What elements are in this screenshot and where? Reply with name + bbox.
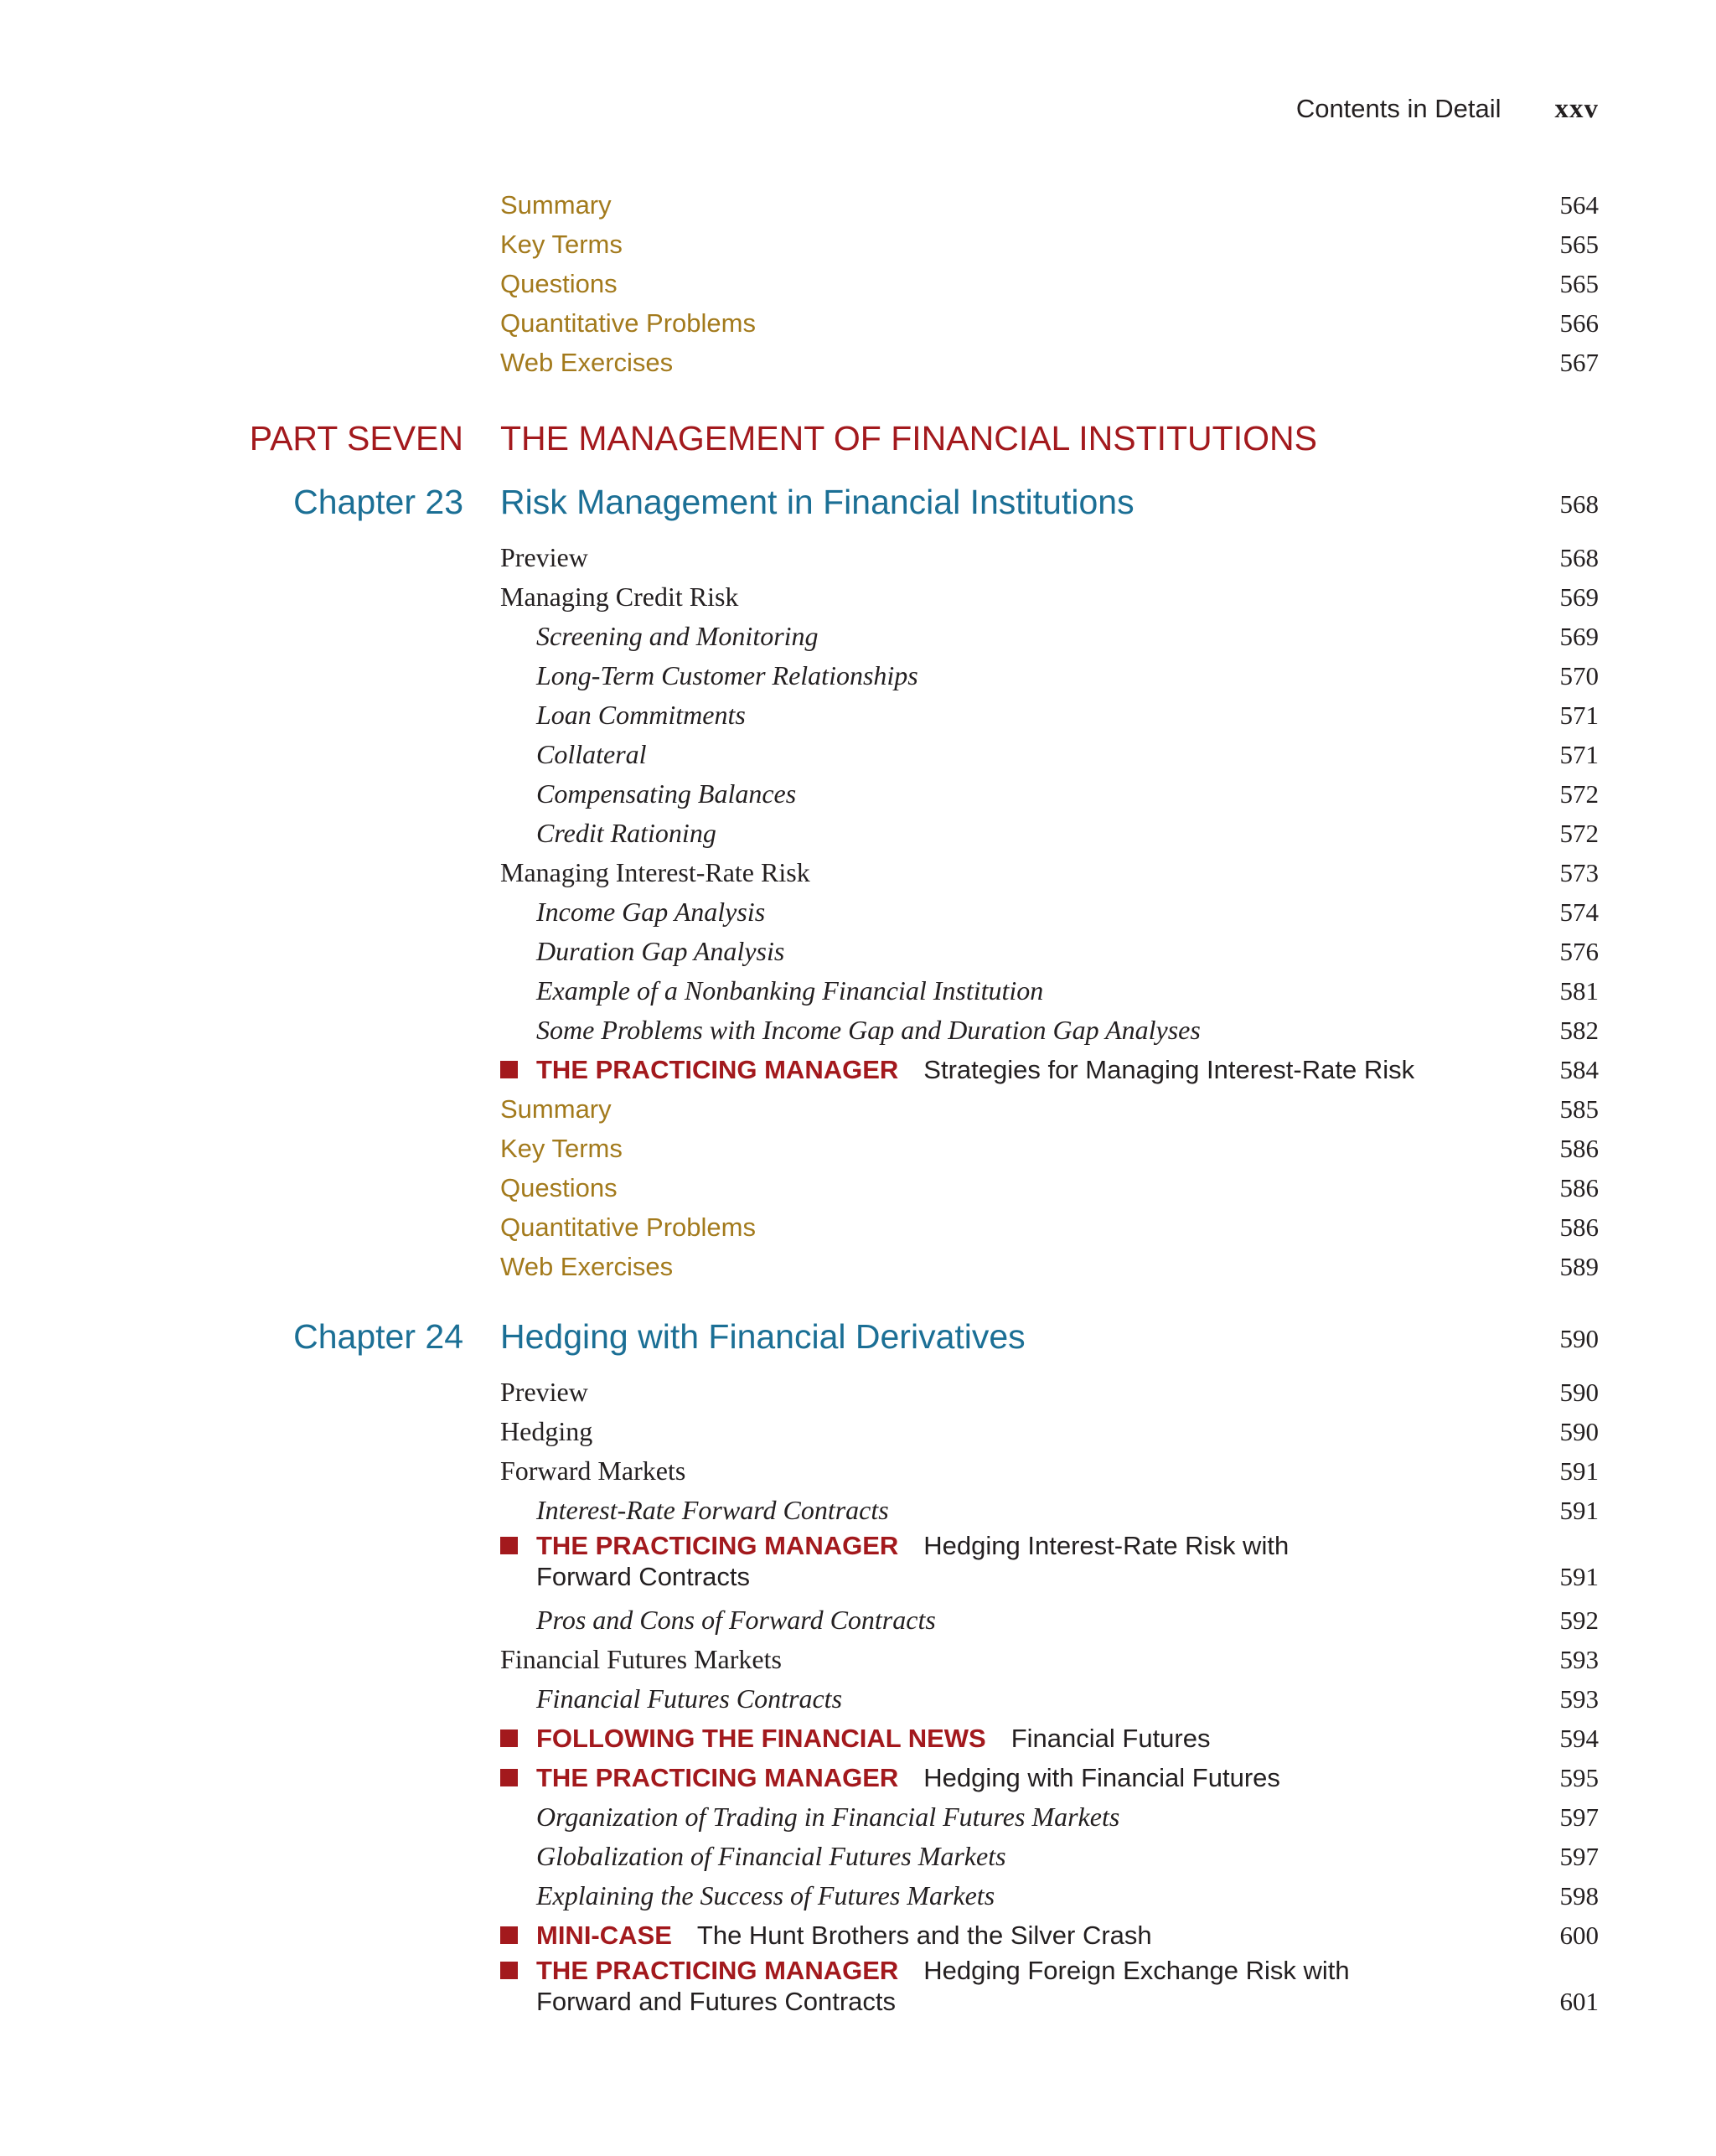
toc-entry[interactable] xyxy=(0,1837,1716,1876)
entry-title: Collateral xyxy=(536,739,647,769)
entry-title: Example of a Nonbanking Financial Institution xyxy=(536,975,1044,1006)
entry-title: Summary xyxy=(500,190,612,220)
entry-title: Managing Interest-Rate Risk xyxy=(500,857,810,887)
entry-page: 591 xyxy=(1559,1496,1599,1525)
entry-title: Summary xyxy=(500,1094,612,1124)
entry-title: Preview xyxy=(500,542,588,572)
part-label: PART SEVEN xyxy=(249,419,463,458)
feature-label: THE PRACTICING MANAGER xyxy=(536,1531,899,1560)
toc-entry[interactable] xyxy=(0,814,1716,853)
entry-page: 601 xyxy=(1559,1987,1599,2016)
part-heading xyxy=(0,419,1716,478)
toc-entry[interactable] xyxy=(0,538,1716,577)
toc-entry[interactable] xyxy=(0,303,1716,343)
running-head-title: Contents in Detail xyxy=(1295,94,1502,123)
feature-label: FOLLOWING THE FINANCIAL NEWS xyxy=(536,1724,986,1753)
entry-title: Forward Markets xyxy=(500,1455,686,1486)
entry-title: Some Problems with Income Gap and Duration Gap Analyses xyxy=(536,1015,1201,1045)
toc-entry[interactable] xyxy=(0,343,1716,382)
toc-entry[interactable] xyxy=(0,932,1716,971)
entry-page: 594 xyxy=(1559,1724,1599,1753)
entry-page: 569 xyxy=(1559,622,1599,651)
entry-title: Key Terms xyxy=(500,230,623,259)
toc-entry[interactable] xyxy=(0,1876,1716,1916)
entry-page: 591 xyxy=(1559,1562,1599,1591)
entry-title: Strategies for Managing Interest-Rate Risk xyxy=(923,1055,1415,1084)
chapter-24 xyxy=(0,1317,1716,2025)
prev-chapter-end-list xyxy=(0,185,1716,382)
toc-entry[interactable] xyxy=(0,1129,1716,1168)
toc-entry[interactable] xyxy=(0,1168,1716,1207)
entry-page: 586 xyxy=(1559,1134,1599,1163)
entry-title: Hedging Interest-Rate Risk with xyxy=(923,1531,1290,1560)
entry-page: 572 xyxy=(1559,819,1599,848)
entry-page: 593 xyxy=(1559,1684,1599,1714)
chapter-label: Chapter 24 xyxy=(293,1317,463,1356)
feature-label: THE PRACTICING MANAGER xyxy=(536,1055,899,1084)
entry-title: Quantitative Problems xyxy=(500,1212,756,1242)
toc-entry[interactable] xyxy=(0,264,1716,303)
toc-entry[interactable] xyxy=(0,892,1716,932)
entry-page: 574 xyxy=(1559,897,1599,927)
entry-title: Financial Futures xyxy=(1010,1724,1211,1753)
entry-page: 590 xyxy=(1559,1417,1599,1446)
entry-page: 597 xyxy=(1559,1802,1599,1832)
entry-title: Pros and Cons of Forward Contracts xyxy=(536,1605,936,1635)
feature-marker-icon xyxy=(500,1537,518,1554)
entry-title: Hedging xyxy=(500,1416,593,1446)
entry-page: 565 xyxy=(1559,230,1599,259)
feature-label: THE PRACTICING MANAGER xyxy=(536,1956,899,1985)
entry-page: 568 xyxy=(1559,543,1599,572)
feature-entry[interactable] xyxy=(0,1050,1716,1089)
entry-page: 585 xyxy=(1559,1094,1599,1124)
entry-title: Hedging Foreign Exchange Risk with xyxy=(923,1956,1350,1985)
toc-entry[interactable] xyxy=(0,1207,1716,1247)
entry-page: 593 xyxy=(1559,1645,1599,1674)
entry-page: 600 xyxy=(1559,1921,1599,1950)
part-title[interactable]: THE MANAGEMENT OF FINANCIAL INSTITUTIONS xyxy=(500,419,1317,458)
feature-marker-icon xyxy=(500,1769,518,1786)
entry-title: Loan Commitments xyxy=(536,700,746,730)
toc-entry[interactable] xyxy=(0,1640,1716,1679)
entry-page: 590 xyxy=(1559,1378,1599,1407)
feature-label: MINI-CASE xyxy=(536,1921,672,1950)
entry-page: 573 xyxy=(1559,858,1599,887)
entry-title: Financial Futures Contracts xyxy=(536,1683,843,1714)
entry-page: 586 xyxy=(1559,1173,1599,1202)
toc-entry[interactable] xyxy=(0,1451,1716,1491)
chapter-label: Chapter 23 xyxy=(293,483,463,521)
entry-title: Interest-Rate Forward Contracts xyxy=(536,1495,889,1525)
feature-marker-icon xyxy=(500,1061,518,1078)
feature-label: THE PRACTICING MANAGER xyxy=(536,1763,899,1792)
entry-page: 592 xyxy=(1559,1605,1599,1635)
entry-title: Screening and Monitoring xyxy=(536,621,819,651)
running-head xyxy=(1296,94,1599,125)
entry-page: 570 xyxy=(1559,661,1599,690)
feature-marker-icon xyxy=(500,1926,518,1944)
entry-page: 572 xyxy=(1559,779,1599,809)
feature-entry[interactable] xyxy=(0,1955,1716,2025)
entry-title: Web Exercises xyxy=(500,1252,674,1281)
toc-entry[interactable] xyxy=(0,1011,1716,1050)
entry-title: Duration Gap Analysis xyxy=(536,936,785,966)
entry-page: 597 xyxy=(1559,1842,1599,1871)
entry-title: Key Terms xyxy=(500,1134,623,1163)
chapter-heading[interactable] xyxy=(0,1317,1716,1373)
entry-title: Globalization of Financial Futures Markets xyxy=(536,1841,1006,1871)
toc-entry[interactable] xyxy=(0,695,1716,735)
feature-entry[interactable] xyxy=(0,1719,1716,1758)
entry-title-continued: Forward and Futures Contracts xyxy=(536,1987,897,2016)
toc-entry[interactable] xyxy=(0,225,1716,264)
chapter-heading[interactable] xyxy=(0,483,1716,538)
toc-entry[interactable] xyxy=(0,1373,1716,1412)
entry-page: 566 xyxy=(1559,308,1599,338)
entry-title-continued: Forward Contracts xyxy=(536,1562,750,1591)
entry-page: 571 xyxy=(1559,740,1599,769)
chapter-23 xyxy=(0,483,1716,1286)
entry-title: Questions xyxy=(500,269,618,298)
toc-entry[interactable] xyxy=(0,971,1716,1011)
entry-page: 586 xyxy=(1559,1212,1599,1242)
feature-marker-icon xyxy=(500,1729,518,1747)
entry-title: Quantitative Problems xyxy=(500,308,756,338)
entry-title: Financial Futures Markets xyxy=(500,1644,782,1674)
entry-page: 576 xyxy=(1559,937,1599,966)
toc-entry[interactable] xyxy=(0,1679,1716,1719)
toc-entry[interactable] xyxy=(0,1089,1716,1129)
entry-title: Managing Credit Risk xyxy=(500,582,739,612)
feature-entry[interactable] xyxy=(0,1916,1716,1955)
toc-entry[interactable] xyxy=(0,656,1716,695)
feature-entry[interactable] xyxy=(0,1758,1716,1797)
entry-page: 581 xyxy=(1559,976,1599,1006)
entry-title: Compensating Balances xyxy=(536,778,797,809)
entry-page: 565 xyxy=(1559,269,1599,298)
page-number: xxv xyxy=(1554,94,1599,124)
feature-entry[interactable] xyxy=(0,1530,1716,1600)
toc-entry[interactable] xyxy=(0,774,1716,814)
toc-entry[interactable] xyxy=(0,617,1716,656)
entry-title: Income Gap Analysis xyxy=(536,897,766,927)
entry-title: Explaining the Success of Futures Markets xyxy=(536,1880,995,1910)
entry-page: 591 xyxy=(1559,1456,1599,1486)
entry-page: 595 xyxy=(1559,1763,1599,1792)
toc-entry[interactable] xyxy=(0,577,1716,617)
chapter-title: Risk Management in Financial Institutions xyxy=(500,483,1135,521)
entry-page: 567 xyxy=(1559,348,1599,377)
entry-title: Web Exercises xyxy=(500,348,674,377)
toc-entry[interactable] xyxy=(0,1491,1716,1530)
entry-title: Questions xyxy=(500,1173,618,1202)
entry-page: 598 xyxy=(1559,1881,1599,1910)
toc-entry[interactable] xyxy=(0,1797,1716,1837)
toc-entry[interactable] xyxy=(0,1412,1716,1451)
entry-title: The Hunt Brothers and the Silver Crash xyxy=(696,1921,1152,1950)
entry-title: Credit Rationing xyxy=(536,818,716,848)
chapter-page: 568 xyxy=(1559,489,1599,519)
toc-entry[interactable] xyxy=(0,1600,1716,1640)
toc-entry[interactable] xyxy=(0,185,1716,225)
entry-title: Long-Term Customer Relationships xyxy=(536,660,918,690)
entry-title: Organization of Trading in Financial Futures Markets xyxy=(536,1802,1120,1832)
entry-title: Preview xyxy=(500,1377,588,1407)
toc-entry[interactable] xyxy=(0,1247,1716,1286)
chapter-page: 590 xyxy=(1559,1324,1599,1353)
entry-page: 564 xyxy=(1559,190,1599,220)
chapter-title: Hedging with Financial Derivatives xyxy=(500,1317,1026,1356)
toc-entry[interactable] xyxy=(0,853,1716,892)
feature-marker-icon xyxy=(500,1962,518,1979)
entry-page: 571 xyxy=(1559,701,1599,730)
entry-page: 569 xyxy=(1559,582,1599,612)
entry-page: 584 xyxy=(1559,1055,1599,1084)
entry-page: 589 xyxy=(1559,1252,1599,1281)
entry-title: Hedging with Financial Futures xyxy=(923,1763,1280,1792)
toc-entry[interactable] xyxy=(0,735,1716,774)
entry-page: 582 xyxy=(1559,1016,1599,1045)
